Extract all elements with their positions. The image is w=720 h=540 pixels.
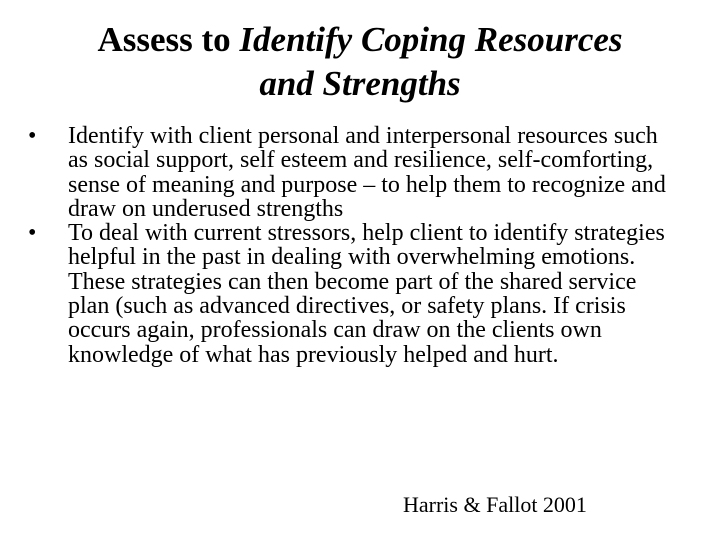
bullet-marker-icon: •: [28, 123, 37, 149]
title-line-1: [0, 18, 720, 62]
title-line-2: [0, 62, 720, 106]
title-prefix: Assess to: [97, 20, 240, 59]
bullet-item-current-stressors: [28, 221, 678, 367]
title-emphasis-1: Identify Coping Resources: [239, 20, 623, 59]
bullet-item-coping-resources: [28, 124, 678, 221]
bullet-marker-icon: •: [28, 220, 37, 247]
citation: Harris & Fallot 2001: [403, 492, 587, 517]
bullet-text: To deal with current stressors, help client to identify strategies helpful in the past in dealing with overwhelming emotions. These strategies can then become part of the shared service plan (such as advanced directives, or safety plans. If crisis occurs again, professionals can draw on the clients own knowledge of what has previously helped and hurt.: [68, 220, 665, 368]
bullet-text: Identify with client personal and interpersonal resources such as social support, self esteem and resilience, self-comforting, sense of meaning and purpose – to help them to recognize and draw on underused strengths: [68, 123, 666, 222]
bullet-list: [28, 124, 678, 367]
title-emphasis-2: and Strengths: [259, 64, 461, 103]
slide-title: [0, 18, 720, 106]
